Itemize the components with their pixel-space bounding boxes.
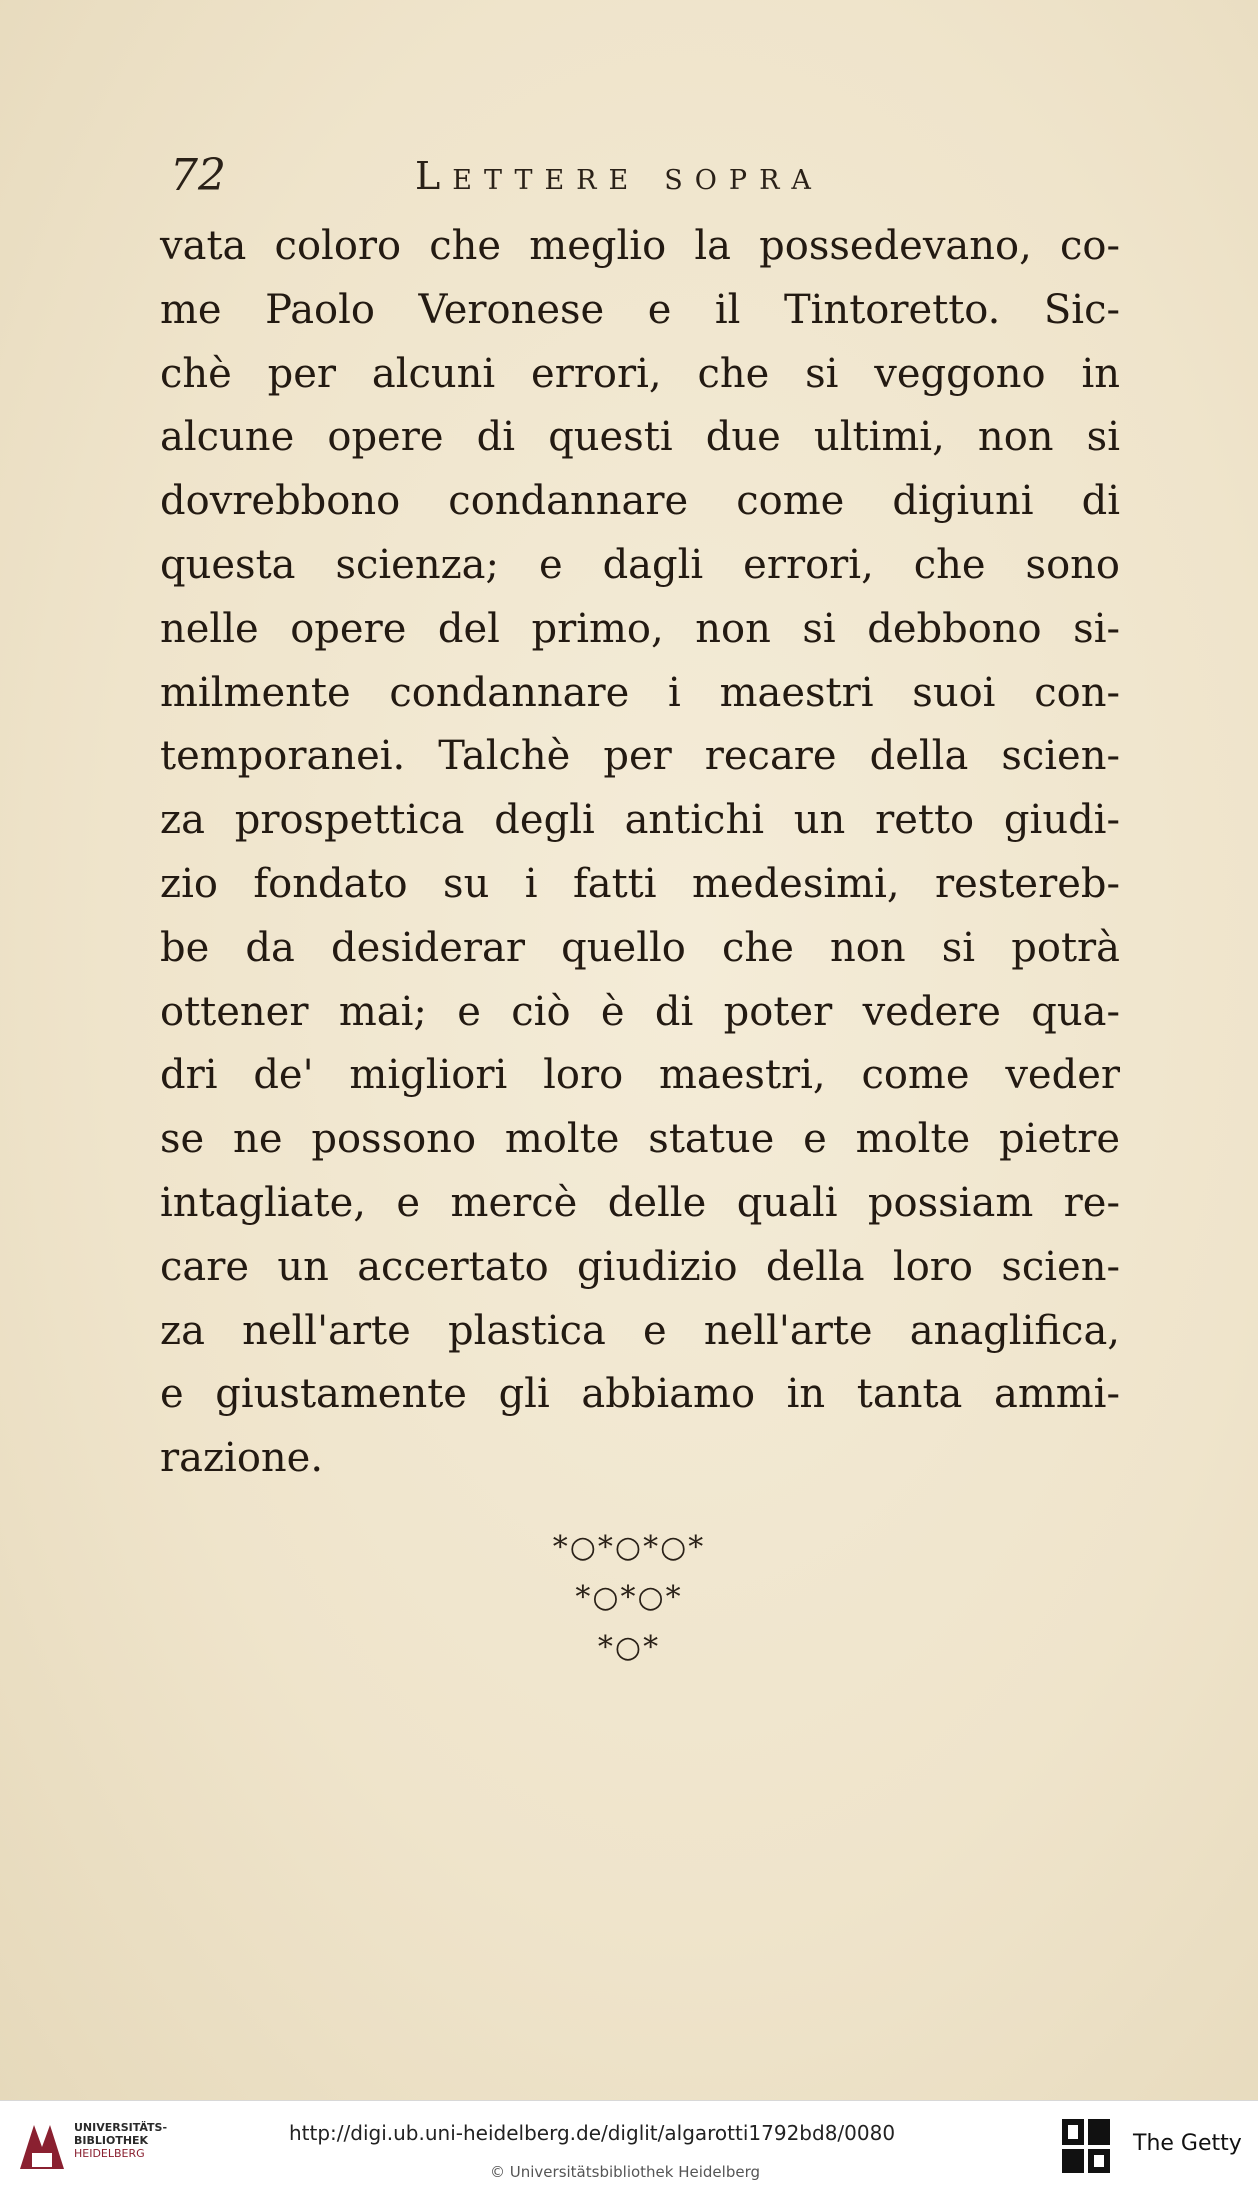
text-line: za nell'arte plastica e nell'arte anaglifica,	[160, 1307, 1120, 1354]
text-line: zio fondato su i fatti medesimi, restereb-	[160, 860, 1120, 907]
library-name: UNIVERSITÄTS- BIBLIOTHEK HEIDELBERG	[74, 2121, 168, 2160]
page-number: 72	[170, 150, 226, 201]
getty-logo-icon	[1058, 2115, 1114, 2177]
text-line: milmente condannare i maestri suoi con-	[160, 669, 1120, 716]
text-line: se ne possono molte statue e molte pietre	[160, 1116, 1120, 1163]
running-head-title: Lettere sopra	[415, 154, 823, 198]
text-line: razione.	[160, 1435, 324, 1482]
text-line: chè per alcuni errori, che si veggono in	[160, 350, 1120, 397]
text-line: dri de' migliori loro maestri, come veder	[160, 1052, 1120, 1099]
university-library-logo-icon	[12, 2117, 72, 2177]
text-line: care un accertato giudizio della loro scien-	[160, 1243, 1120, 1290]
copyright-notice: © Universitätsbibliothek Heidelberg	[490, 2163, 761, 2181]
text-line: me Paolo Veronese e il Tintoretto. Sic-	[160, 286, 1120, 333]
text-line: nelle opere del primo, non si debbono si-	[160, 605, 1120, 652]
ornament-row: *○*○*	[575, 1580, 683, 1615]
ornament-row: *○*	[597, 1630, 661, 1665]
ornament-row: *○*○*○*	[552, 1530, 706, 1565]
running-head	[170, 150, 1130, 210]
text-line: dovrebbono condannare come digiuni di	[160, 478, 1120, 525]
viewer-footer	[0, 2100, 1258, 2194]
partner-name: The Getty	[1133, 2131, 1242, 2156]
text-line: za prospettica degli antichi un retto giudi-	[160, 797, 1120, 844]
text-line: intagliate, e mercè delle quali possiam re-	[160, 1179, 1120, 1226]
text-line: be da desiderar quello che non si potrà	[160, 924, 1120, 971]
text-line: ottener mai; e ciò è di poter vedere qua-	[160, 988, 1120, 1035]
body-text	[160, 215, 1120, 1491]
text-line: temporanei. Talchè per recare della scien-	[160, 733, 1120, 780]
permalink-url[interactable]: http://digi.ub.uni-heidelberg.de/diglit/algarotti1792bd8/0080	[289, 2121, 896, 2145]
text-line: e giustamente gli abbiamo in tanta ammi-	[160, 1371, 1120, 1418]
text-line: questa scienza; e dagli errori, che sono	[160, 541, 1120, 588]
text-line: vata coloro che meglio la possedevano, co-	[160, 223, 1120, 269]
text-line: alcune opere di questi due ultimi, non si	[160, 414, 1120, 461]
